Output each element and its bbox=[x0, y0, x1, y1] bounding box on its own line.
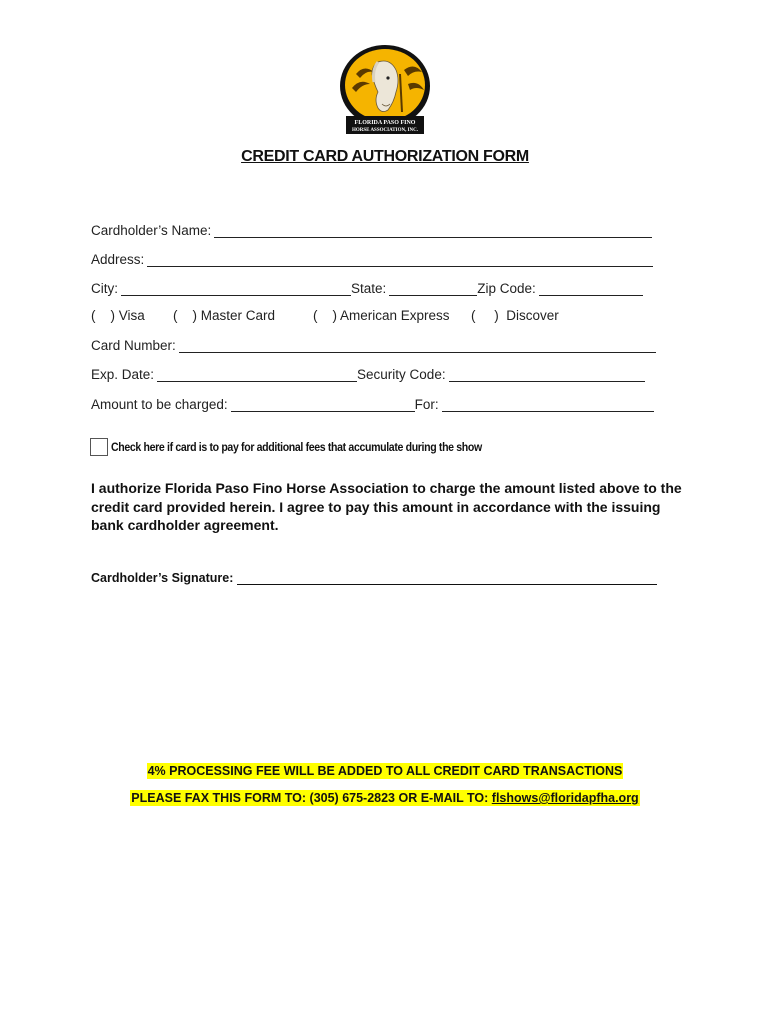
association-logo bbox=[338, 44, 432, 136]
processing-fee-text: 4% PROCESSING FEE WILL BE ADDED TO ALL CREDIT CARD TRANSACTIONS bbox=[147, 764, 623, 778]
exp-date-field[interactable] bbox=[157, 367, 357, 382]
fax-text bbox=[130, 790, 639, 806]
page-title bbox=[0, 148, 770, 166]
city-field[interactable] bbox=[121, 281, 351, 296]
title-text: CREDIT CARD AUTHORIZATION FORM bbox=[241, 148, 529, 165]
signature-row bbox=[91, 571, 657, 585]
zip-field[interactable] bbox=[539, 281, 643, 296]
zip-label: Zip Code: bbox=[477, 281, 536, 296]
cardholder-name-field[interactable] bbox=[214, 223, 652, 238]
horse-logo-icon bbox=[338, 44, 432, 136]
security-code-label: Security Code: bbox=[357, 367, 446, 382]
state-field[interactable] bbox=[389, 281, 477, 296]
additional-fees-label: Check here if card is to pay for additional fees that accumulate during the show bbox=[111, 440, 482, 454]
address-label: Address: bbox=[91, 252, 145, 267]
card-number-field[interactable] bbox=[179, 338, 656, 353]
cardholder-name-label: Cardholder’s Name: bbox=[91, 223, 212, 238]
exp-date-label: Exp. Date: bbox=[91, 367, 155, 382]
additional-fees-checkbox[interactable] bbox=[90, 438, 108, 456]
card-option-discover[interactable]: ( ) Discover bbox=[471, 308, 559, 323]
signature-label: Cardholder’s Signature: bbox=[91, 571, 234, 585]
card-option-mastercard[interactable]: ( ) Master Card bbox=[173, 308, 276, 323]
amount-field[interactable] bbox=[231, 397, 415, 412]
city-label: City: bbox=[91, 281, 118, 296]
card-option-amex[interactable]: ( ) American Express bbox=[313, 308, 450, 323]
security-code-field[interactable] bbox=[449, 367, 645, 382]
card-number-row bbox=[91, 333, 656, 353]
amount-label: Amount to be charged: bbox=[91, 397, 228, 412]
city-row bbox=[91, 276, 643, 296]
fax-prefix: PLEASE FAX THIS FORM TO: (305) 675-2823 OR E-MAIL TO: bbox=[131, 791, 492, 805]
fax-notice bbox=[0, 791, 770, 805]
logo-line1: FLORIDA PASO FINO bbox=[354, 120, 416, 126]
state-label: State: bbox=[351, 281, 387, 296]
for-label: For: bbox=[414, 397, 439, 412]
expiry-row bbox=[91, 362, 645, 382]
processing-fee-notice bbox=[0, 764, 770, 778]
authorization-statement: I authorize Florida Paso Fino Horse Association to charge the amount listed above to the credit card provided herein. I agree to pay this amount in accordance with the issuing bank cardholder agreement. bbox=[91, 480, 682, 533]
address-row bbox=[91, 247, 653, 267]
amount-row bbox=[91, 392, 654, 412]
cardholder-name-row bbox=[91, 218, 652, 238]
signature-field[interactable] bbox=[237, 572, 657, 585]
for-field[interactable] bbox=[442, 397, 654, 412]
email-link[interactable]: flshows@floridapfha.org bbox=[491, 791, 639, 805]
card-option-visa[interactable]: ( ) Visa bbox=[91, 308, 145, 323]
card-number-label: Card Number: bbox=[91, 338, 176, 353]
address-field[interactable] bbox=[147, 252, 653, 267]
logo-line2: HORSE ASSOCIATION, INC. bbox=[351, 128, 419, 133]
additional-fees-row bbox=[90, 438, 532, 456]
